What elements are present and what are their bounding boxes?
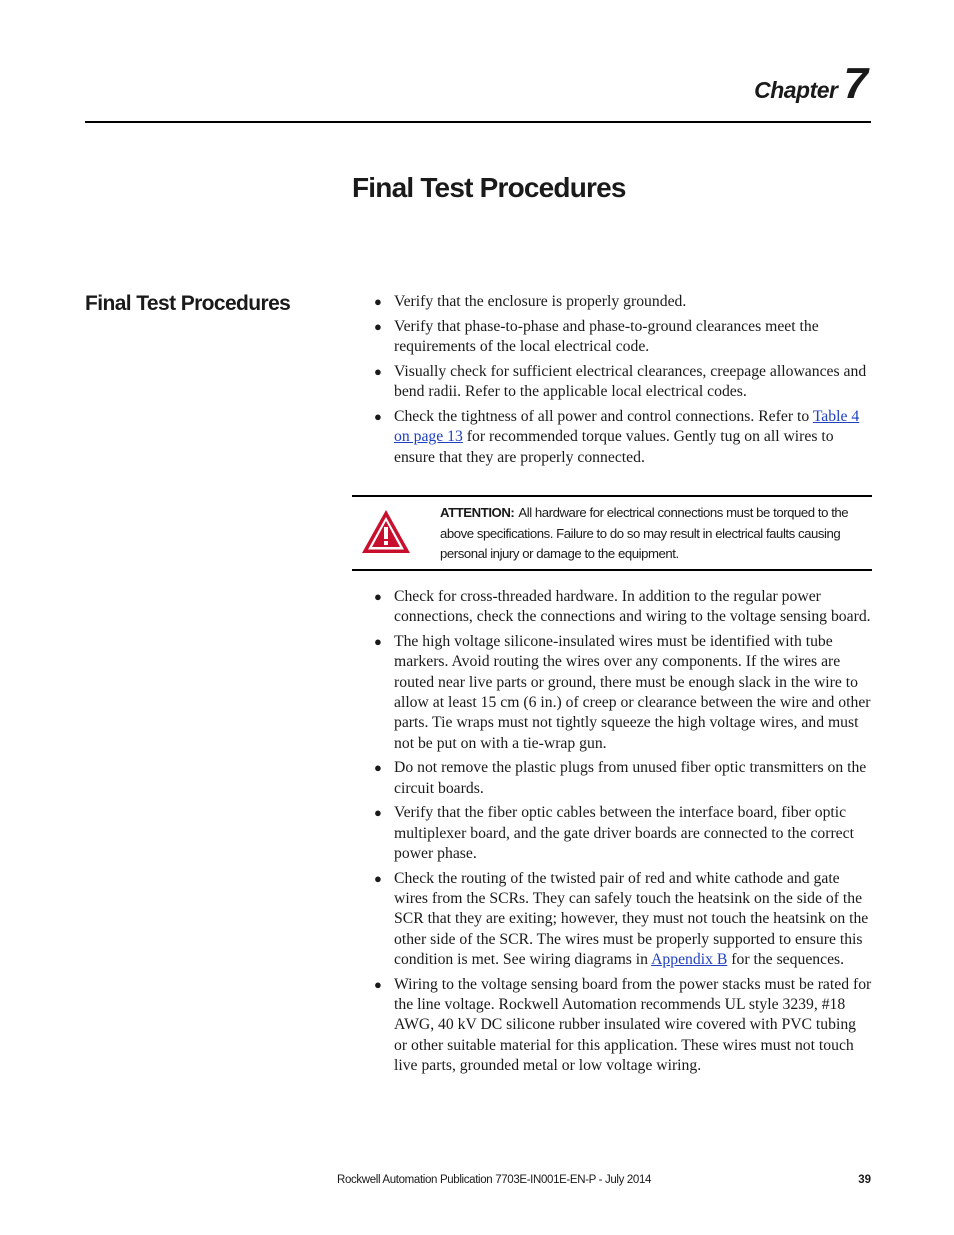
list-item-text: Check the routing of the twisted pair of red and white cathode and gate wires from the SCRs. They can safely touch the heatsink on the side of the SCR that they are exiting; however, they must not touch the heatsink on the other side of the SCR. The wires must be properly supported to ensure this condition is met. See wiring diagrams in [394, 869, 869, 969]
list-item-text: Verify that phase-to-phase and phase-to-ground clearances meet the requirements of the local electrical code. [394, 317, 819, 356]
bullet-icon: ● [374, 976, 382, 992]
appendix-b-link[interactable]: Appendix B [651, 951, 728, 969]
list-item-text: Verify that the fiber optic cables between the interface board, fiber optic multiplexer board, and the gate driver boards are connected to the correct power phase. [394, 804, 854, 863]
chapter-number: 7 [843, 59, 868, 108]
footer-publication: Rockwell Automation Publication 7703E-IN001E-EN-P - July 2014 [337, 1174, 652, 1186]
procedure-list-1 [372, 292, 872, 472]
attention-label: ATTENTION: [440, 505, 515, 520]
bullet-icon: ● [374, 805, 382, 821]
bullet-icon: ● [374, 589, 382, 604]
list-item [372, 362, 872, 403]
page-title: Final Test Procedures [352, 172, 626, 203]
list-item-text: for the sequences. [727, 951, 845, 969]
list-item-text: Verify that the enclosure is properly grounded. [394, 293, 687, 310]
list-item-text: for recommended torque values. Gently tug on all wires to ensure that they are properly connected. [394, 428, 834, 466]
attention-message: All hardware for electrical connections must be torqued to the above specifications. Failure to do so may result in electrical faults causing personal injury or damage to the equipment. [440, 505, 849, 561]
chapter-heading [754, 59, 868, 108]
list-item [372, 407, 872, 468]
bullet-icon: ● [374, 760, 382, 776]
bullet-icon: ● [374, 363, 382, 379]
list-item [372, 317, 872, 358]
list-item-text: Visually check for sufficient electrical clearances, creepage allowances and bend radii. Refer to the applicable local electrical codes. [394, 362, 867, 401]
bullet-icon: ● [374, 634, 382, 650]
list-item-text: Check for cross-threaded hardware. In addition to the regular power connections, check the connections and wiring to the voltage sensing board. [394, 588, 871, 626]
bullet-icon: ● [374, 294, 382, 309]
warning-triangle-icon [360, 507, 412, 555]
bullet-icon: ● [374, 870, 382, 886]
list-item [372, 587, 872, 628]
attention-text-block [440, 503, 865, 565]
list-item [372, 975, 872, 1076]
chapter-divider [85, 121, 871, 123]
list-item-text: The high voltage silicone-insulated wires must be identified with tube markers. Avoid routing the wires over any components. If the wires are routed near live parts or ground, there must be enough slack in the wire to allow at least 15 cm (6 in.) of creep or clearance between the wire and other parts. Tie wraps must not tightly squeeze the high voltage wires, and must not be put on with a tie-wrap gun. [394, 633, 871, 752]
table-4-link[interactable]: Table 4 on page 13 [394, 407, 860, 446]
list-item [372, 632, 872, 754]
attention-notice [352, 495, 872, 571]
section-title: Final Test Procedures [85, 292, 291, 315]
list-item-text: Wiring to the voltage sensing board from the power stacks must be rated for the line voltage. Rockwell Automation recommends UL style 3239, #18 AWG, 40 kV DC silicone rubber insulated wire covered with PVC tubing or other suitable material for this application. These wires must not touch live parts, grounded metal or low voltage wiring. [394, 975, 872, 1075]
list-item [372, 803, 872, 864]
procedure-list-2 [372, 587, 872, 1081]
list-item [372, 292, 872, 312]
list-item [372, 758, 872, 799]
list-item-text: Do not remove the plastic plugs from unused fiber optic transmitters on the circuit boards. [394, 759, 867, 797]
page-number: 39 [858, 1174, 871, 1186]
list-item-text: Check the tightness of all power and control connections. Refer to [394, 407, 813, 425]
bullet-icon: ● [374, 318, 382, 334]
list-item [372, 869, 872, 970]
bullet-icon: ● [374, 408, 382, 424]
chapter-label: Chapter [754, 77, 838, 103]
